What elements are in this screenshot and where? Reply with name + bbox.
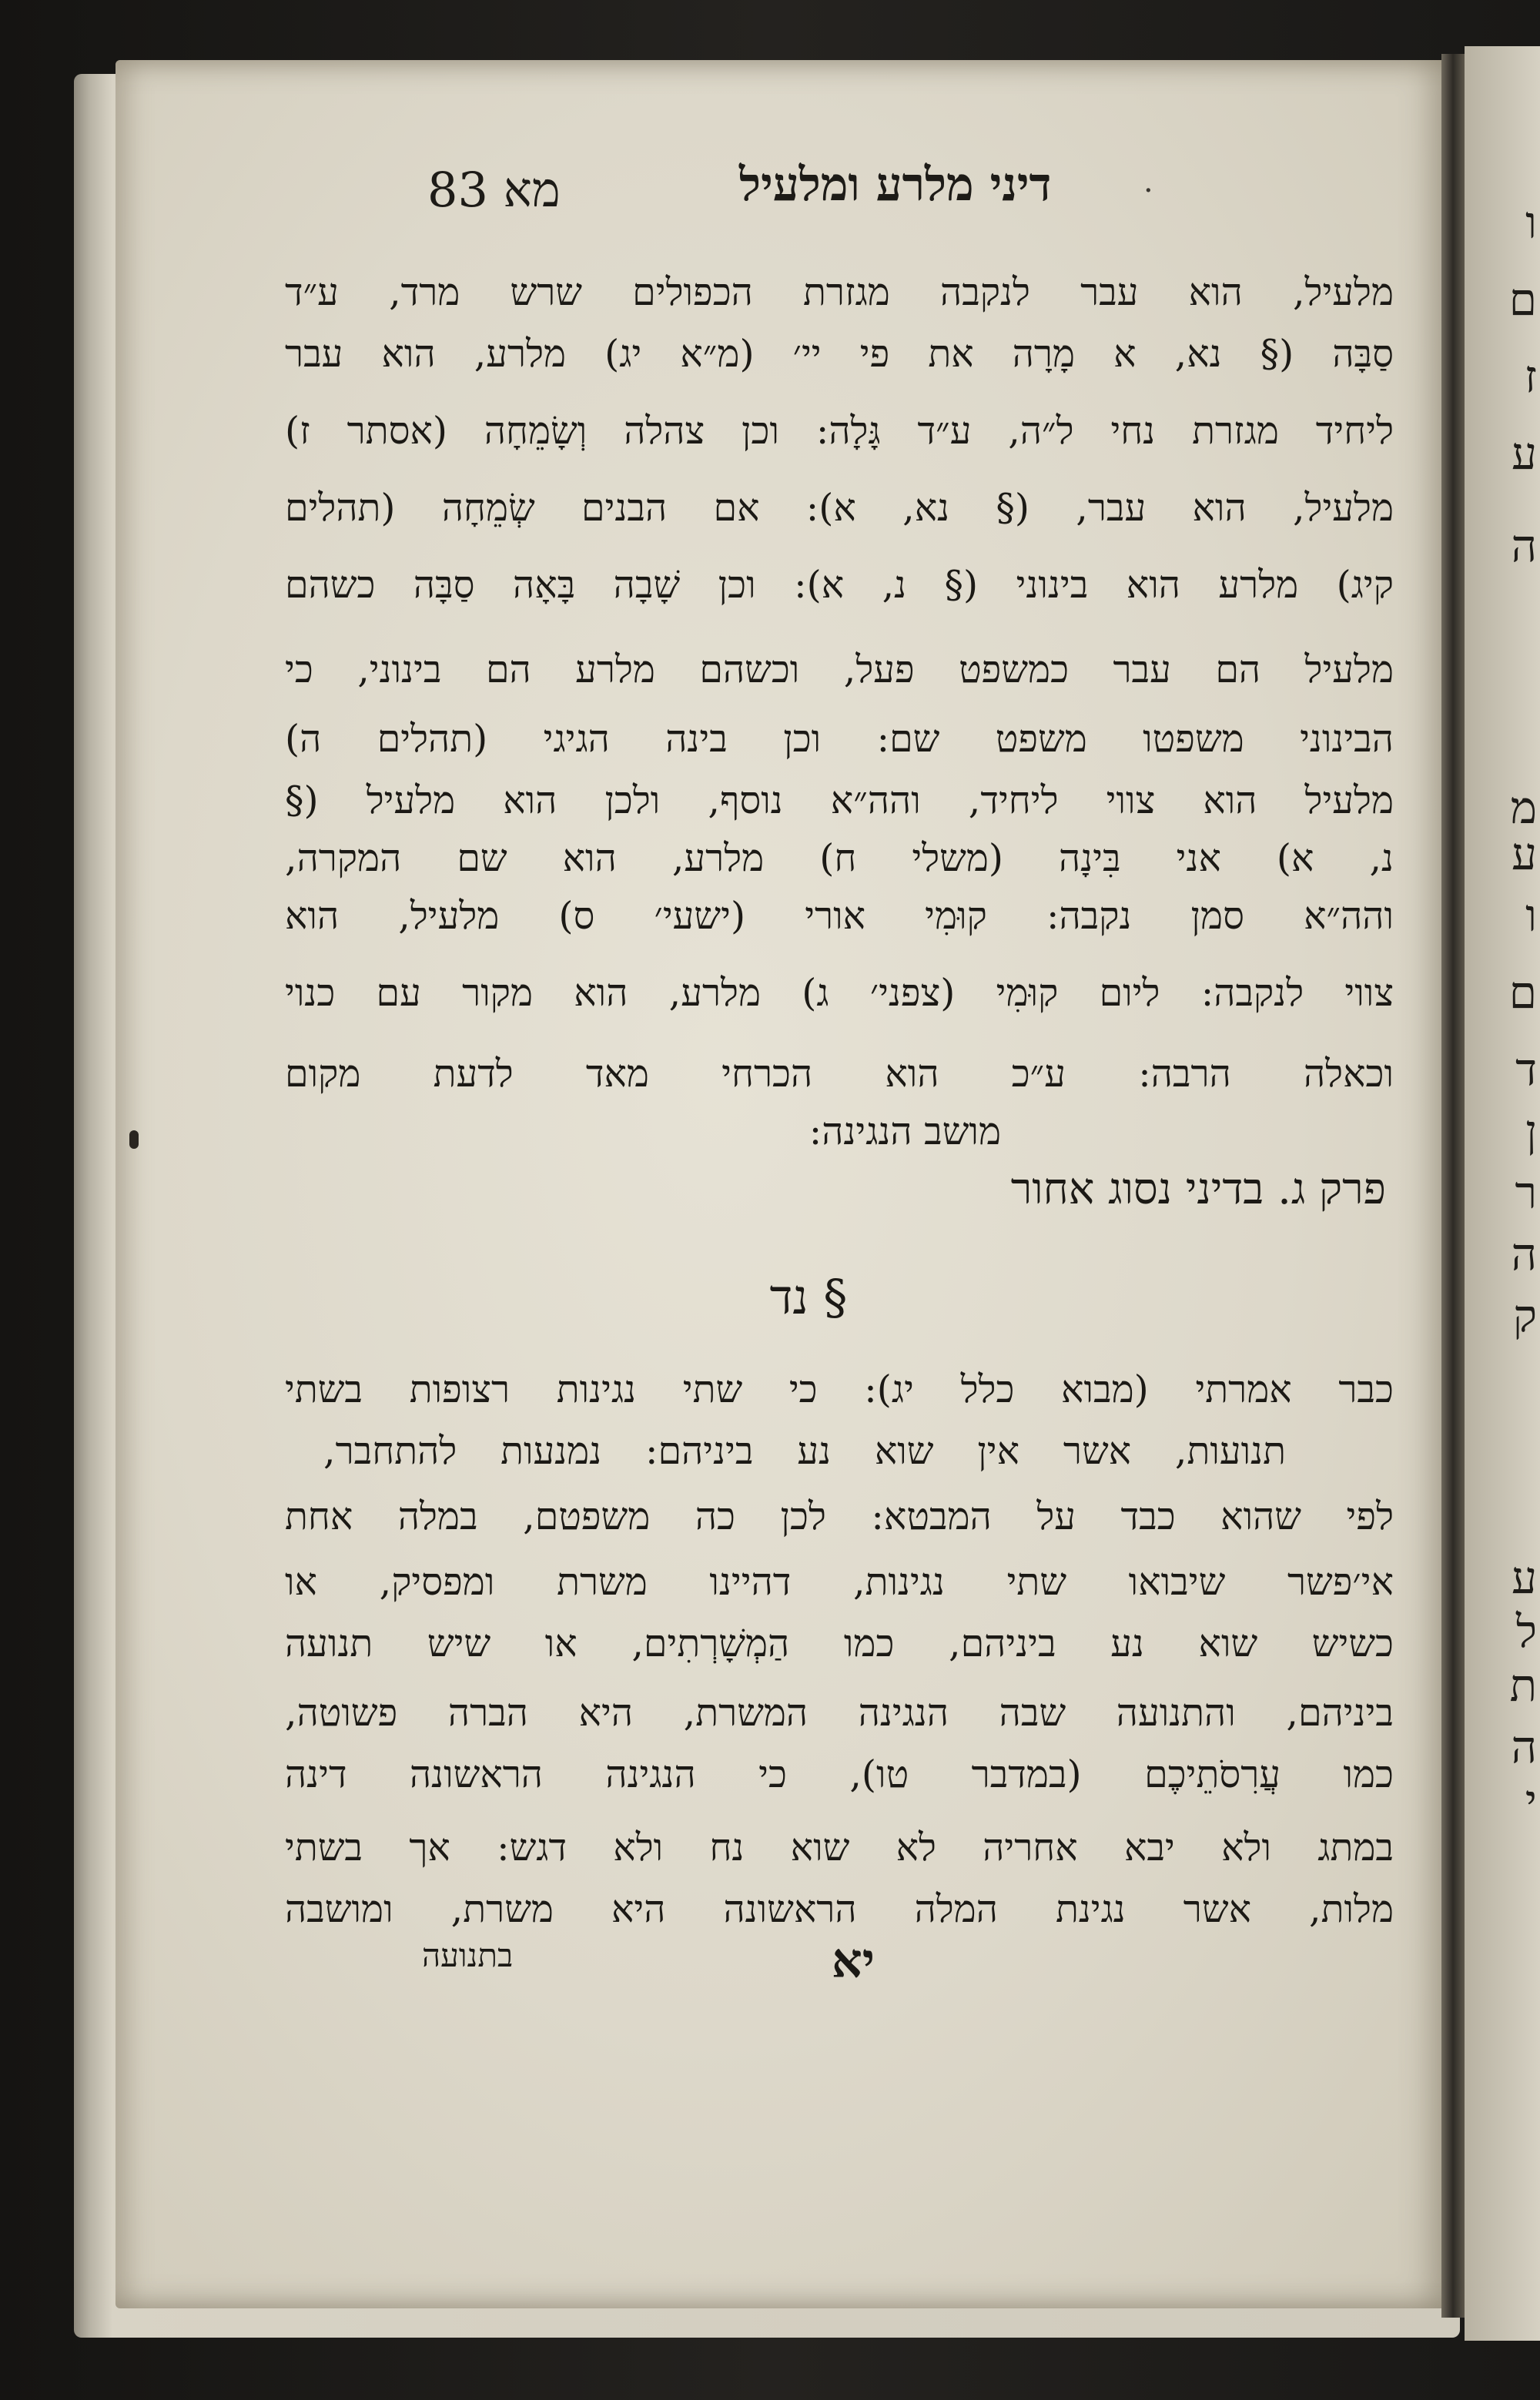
signature-mark: יא xyxy=(832,1933,875,1989)
facing-page-fragment: מ xyxy=(1510,782,1537,834)
running-title: דיני מלרע ומלעיל xyxy=(739,158,1052,212)
text-line: כמו עֲרִסֹתֵיכֶם (במדבר טו), כי הנגינה הראשונה דינה xyxy=(285,1752,1394,1796)
text-line: הבינוני משפטו משפט שם: וכן בינה הגיגי (תהלים ה) xyxy=(285,717,1394,761)
facing-page-fragment: ה xyxy=(1511,1721,1537,1773)
text-line: צווי לנקבה: ליום קוּמִי (צפני׳ ג) מלרע, הוא מקור עם כנוי xyxy=(285,971,1394,1015)
text-line: במתג ולא יבא אחריה לא שוא נח ולא דגש: אך בשתי xyxy=(285,1826,1394,1869)
text-line: קיג) מלרע הוא בינוני (§ נ, א): וכן שָׁבָה בָּאָה סַבָּה כשהם xyxy=(285,563,1394,607)
chapter-heading: פרק ג. בדיני נסוג אחור xyxy=(1010,1164,1386,1214)
text-line: מלות, אשר נגינת המלה הראשונה היא משרת, ומושבה xyxy=(285,1887,1394,1931)
facing-page-fragment: י xyxy=(1525,1775,1537,1827)
facing-page-fragment: ק xyxy=(1512,1290,1537,1342)
facing-page-fragment: ו xyxy=(1525,889,1537,942)
facing-page-fragment: ת xyxy=(1509,1659,1537,1712)
facing-page-fragment: ו xyxy=(1525,196,1537,249)
facing-page-fragment: ל xyxy=(1515,1605,1537,1658)
facing-page-fragment: ה xyxy=(1511,1228,1537,1280)
text-line: תנועות, אשר אין שוא נע ביניהם: נמנעות להתחבר, xyxy=(323,1429,1286,1473)
text-line: אי׳פשר שיבואו שתי נגינות, דהיינו משרת ומפסיק, או xyxy=(285,1560,1394,1604)
facing-page-fragment: ע xyxy=(1512,427,1537,480)
facing-page-fragment: ע xyxy=(1512,828,1537,880)
margin-ink-spot xyxy=(129,1130,139,1149)
facing-page-fragment: ר xyxy=(1515,1167,1537,1219)
text-line: מושב הנגינה: xyxy=(808,1110,1001,1153)
text-line: ביניהם, והתנועה שבה הנגינה המשרת, היא הברה פשוטה, xyxy=(285,1691,1394,1735)
facing-page-fragment: ם xyxy=(1508,966,1537,1019)
text-line: סַבָּה (§ נא, א מָרָה את פי יי׳ (מ״א יג) מלרע, הוא עבר xyxy=(285,332,1394,376)
header-mark: · xyxy=(1143,173,1153,209)
section-number: § נד xyxy=(769,1269,848,1325)
text-line: מלעיל, הוא עבר, (§ נא, א): אם הבנים שְׂמֵחָה (תהלים xyxy=(285,486,1394,530)
facing-page-fragment: ז xyxy=(1524,350,1537,403)
text-line: וכאלה הרבה: ע״כ הוא הכרחי מאד לדעת מקום xyxy=(285,1052,1394,1096)
text-line: ליחיד מגזרת נחי ל״ה, ע״ד גָּלָה: וכן צהלה וְשָׂמֵחָה (אסתר ז) xyxy=(285,409,1394,453)
facing-page-fragment: ד xyxy=(1515,1043,1537,1096)
facing-page-fragment: ם xyxy=(1508,273,1537,326)
text-line: לפי שהוא כבד על המבטא: לכן כה משפטם, במלה אחת xyxy=(285,1495,1394,1538)
catchword: בתנועה xyxy=(422,1936,514,1974)
book-gutter xyxy=(1441,54,1465,2318)
text-line: מלעיל, הוא עבר לנקבה מגזרת הכפולים שרש מרד, ע״ד xyxy=(285,270,1394,314)
text-line: מלעיל הם עבר כמשפט פעל, וכשהם מלרע הם בינוני, כי xyxy=(285,648,1394,691)
text-line: והה״א סמן נקבה: קוּמִי אורי (ישעי׳ ס) מלעיל, הוא xyxy=(285,894,1394,938)
facing-page-fragment: ע xyxy=(1512,1551,1537,1604)
page-number: 83 מא xyxy=(427,162,561,218)
text-line: מלעיל הוא צווי ליחיד, והה״א נוסף, ולכן הוא מלעיל (§ xyxy=(285,778,1394,822)
facing-page-fragment: ן xyxy=(1525,1105,1537,1157)
text-line: כשיש שוא נע ביניהם, כמו הַמְשָׁרְתִים, או שיש תנועה xyxy=(285,1622,1394,1665)
text-line: כבר אמרתי (מבוא כלל יג): כי שתי נגינות רצופות בשתי xyxy=(285,1367,1394,1411)
text-line: נ, א) אני בִּינָה (משלי ח) מלרע, הוא שם המקרה, xyxy=(285,836,1394,880)
facing-page-fragment: ה xyxy=(1511,520,1537,572)
